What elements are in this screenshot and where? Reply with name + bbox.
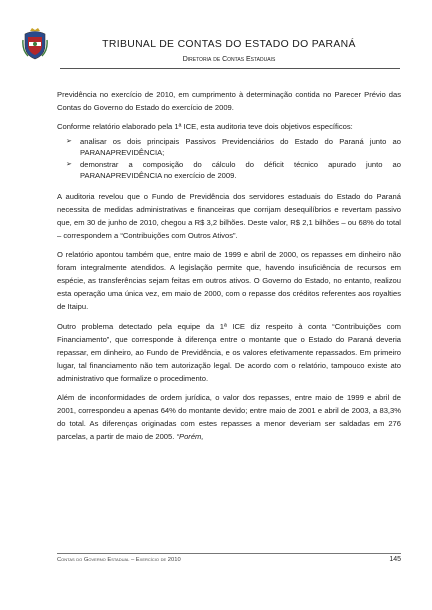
list-item xyxy=(57,160,401,181)
bullet-list xyxy=(57,137,401,181)
paragraph: Outro problema detectado pela equipe da 1ª ICE diz respeito à conta “Contribuições com Financiamento”, que corresponde à diferença entre o montante que o Estado do Paraná deveria repassar, em dinheiro, ao Fundo de Previdência, e os valores efetivamente repassados. Em primeiro lugar, tal financiamento não tem autorização legal. De acordo com o relatório, tampouco existe ato administrativo que formalize o procedimento. xyxy=(57,321,401,383)
paragraph-text: Além de inconformidades de ordem jurídica, o valor dos repasses, entre maio de 1999 e abril de 2001, correspondeu a apenas 64% do montante devido; entre maio de 2001 e abril de 2003, a 83,3% do total. As diferenças originadas com estes repasses a menor deveriam ser saldadas em 276 parcelas, a partir de maio de 2005. xyxy=(57,392,401,442)
arrow-bullet-icon: ➢ xyxy=(66,161,72,169)
paragraph: Conforme relatório elaborado pela 1ª ICE, esta auditoria teve dois objetivos específicos: xyxy=(57,122,353,132)
paragraph-italic-text: “Porém, xyxy=(176,432,204,442)
paragraph: Previdência no exercício de 2010, em cumprimento à determinação contida no Parecer Prévio das Contas do Governo do Estado do exercício de 2009. xyxy=(57,90,401,113)
footer-divider xyxy=(57,553,401,554)
document-body xyxy=(57,88,401,449)
list-item xyxy=(57,137,401,158)
arrow-bullet-icon: ➢ xyxy=(66,138,72,146)
header-divider xyxy=(60,68,400,69)
paragraph: O relatório apontou também que, entre maio de 1999 e abril de 2000, os repasses em dinheiro não foram integralmente atendidos. A legislação permite que, havendo insuficiência de recursos em espécie, as transferências sejam feitas em outros ativos. O Governo do Estado, no entanto, realizou esta operação uma única vez, em maio de 2000, com o repasse dos créditos referentes aos royalties de Itaipu. xyxy=(57,250,401,312)
list-item-text: analisar os dois principais Passivos Previdenciários do Estado do Paraná junto ao PARANAPREVIDÊNCIA; xyxy=(80,137,401,157)
footer-text: Contas do Governo Estadual – Exercício de 2010 xyxy=(57,557,181,563)
page-number: 145 xyxy=(389,556,401,563)
list-item-text: demonstrar a composição do cálculo do déficit técnico apurado junto ao PARANAPREVIDÊNCIA no exercício de 2009. xyxy=(80,160,401,181)
header-title: TRIBUNAL DE CONTAS DO ESTADO DO PARANÁ xyxy=(102,39,356,50)
header-subtitle: Diretoria de Contas Estaduais xyxy=(182,56,276,63)
paragraph xyxy=(57,391,401,443)
paragraph: A auditoria revelou que o Fundo de Previdência dos servidores estaduais do Estado do Paraná necessita de medidas administrativas e financeiras que corrijam desequilíbrios e revertam passivo que, em 30 de junho de 2010, chegou a R$ 3,2 bilhões. Deste valor, R$ 2,1 bilhões – ou 68% do total – correspondem a “Contribuições com Outros Ativos”. xyxy=(57,191,401,240)
